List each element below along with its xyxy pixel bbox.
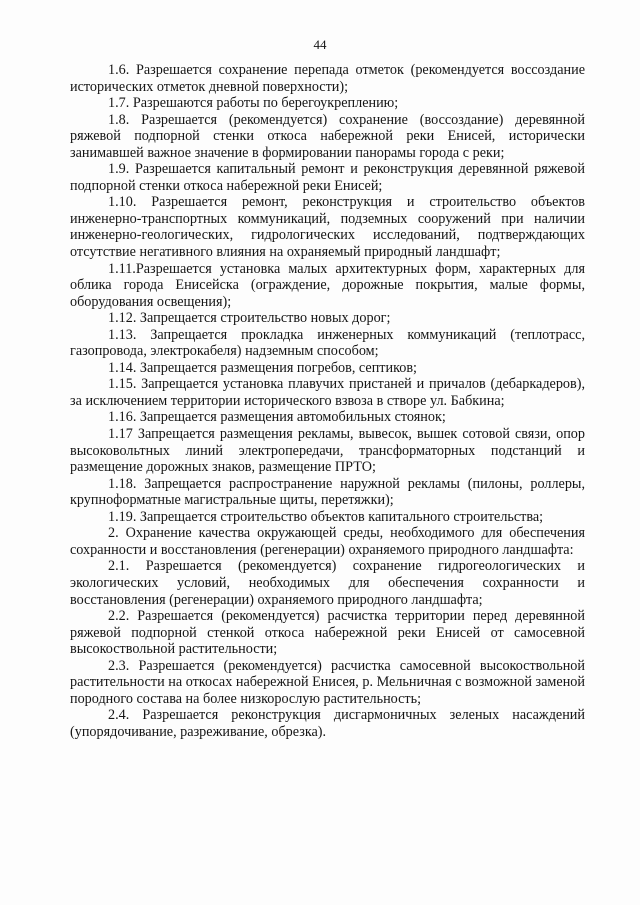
paragraph-1-11: 1.11.Разрешается установка малых архитектурных форм, характерных для облика города Енисейска (ограждение, дорожные покрытия, малые формы, оборудования освещения); [70, 260, 585, 310]
paragraph-1-9: 1.9. Разрешается капитальный ремонт и реконструкция деревянной ряжевой подпорной стенки откоса набережной реки Енисей; [70, 161, 585, 194]
document-body [70, 62, 585, 740]
paragraph-1-14: 1.14. Запрещается размещения погребов, септиков; [108, 359, 417, 376]
paragraph-1-13: 1.13. Запрещается прокладка инженерных коммуникаций (теплотрасс, газопровода, электрокабеля) надземным способом; [70, 326, 585, 360]
page-number: 44 [313, 37, 327, 52]
paragraph-1-7: 1.7. Разрешаются работы по берегоукреплению; [108, 95, 399, 112]
paragraph-1-10: 1.10. Разрешается ремонт, реконструкция и строительство объектов инженерно-транспортных коммуникаций, подземных сооружений при наличии инженерно-геологических, гидрологических исследований, подтверждающих отсутствие негативного влияния на охраняемый природный ландшафт; [70, 194, 585, 261]
paragraph-1-16: 1.16. Запрещается размещения автомобильных стоянок; [108, 409, 446, 426]
paragraph-1-18: 1.18. Запрещается распространение наружной рекламы (пилоны, роллеры, крупноформатные магистральные щиты, перетяжки); [70, 475, 585, 509]
paragraph-1-19: 1.19. Запрещается строительство объектов капитального строительства; [108, 508, 544, 525]
paragraph-2-3: 2.3. Разрешается (рекомендуется) расчистка самосевной высокоствольной растительности на откосах набережной Енисея, р. Мельничная с возможной заменой породного состава на более низкорослую растительность; [70, 657, 585, 707]
paragraph-1-8: 1.8. Разрешается (рекомендуется) сохранение (воссоздание) деревянной ряжевой подпорной стенки откоса набережной реки Енисей, исторически занимавшей важное значение в формировании панорамы города с реки; [70, 111, 585, 161]
paragraph-2-2: 2.2. Разрешается (рекомендуется) расчистка территории перед деревянной ряжевой подпорной стенкой откоса набережной реки Енисей от самосевной высокоствольной растительности; [70, 608, 585, 658]
paragraph-2: 2. Охранение качества окружающей среды, необходимого для обеспечения сохранности и восстановления (регенерации) охраняемого природного ландшафта: [70, 525, 585, 558]
paragraph-1-17: 1.17 Запрещается размещения рекламы, вывесок, вышек сотовой связи, опор высоковольтных линий электропередачи, трансформаторных подстанций и размещение дорожных знаков, размещение ПРТО; [70, 426, 585, 476]
paragraph-1-12: 1.12. Запрещается строительство новых дорог; [108, 310, 391, 327]
paragraph-2-4: 2.4. Разрешается реконструкция дисгармоничных зеленых насаждений (упорядочивание, разреживание, обрезка). [70, 707, 585, 740]
paragraph-2-1: 2.1. Разрешается (рекомендуется) сохранение гидрогеологических и экологических условий, необходимых для обеспечения сохранности и восстановления (регенерации) охраняемого природного ландшафта; [70, 558, 585, 608]
paragraph-1-15: 1.15. Запрещается установка плавучих пристаней и причалов (дебаркадеров), за исключением территории исторического взвоза в створе ул. Бабкина; [70, 376, 585, 409]
paragraph-1-6: 1.6. Разрешается сохранение перепада отметок (рекомендуется воссоздание исторических отметок дневной поверхности); [70, 62, 585, 95]
